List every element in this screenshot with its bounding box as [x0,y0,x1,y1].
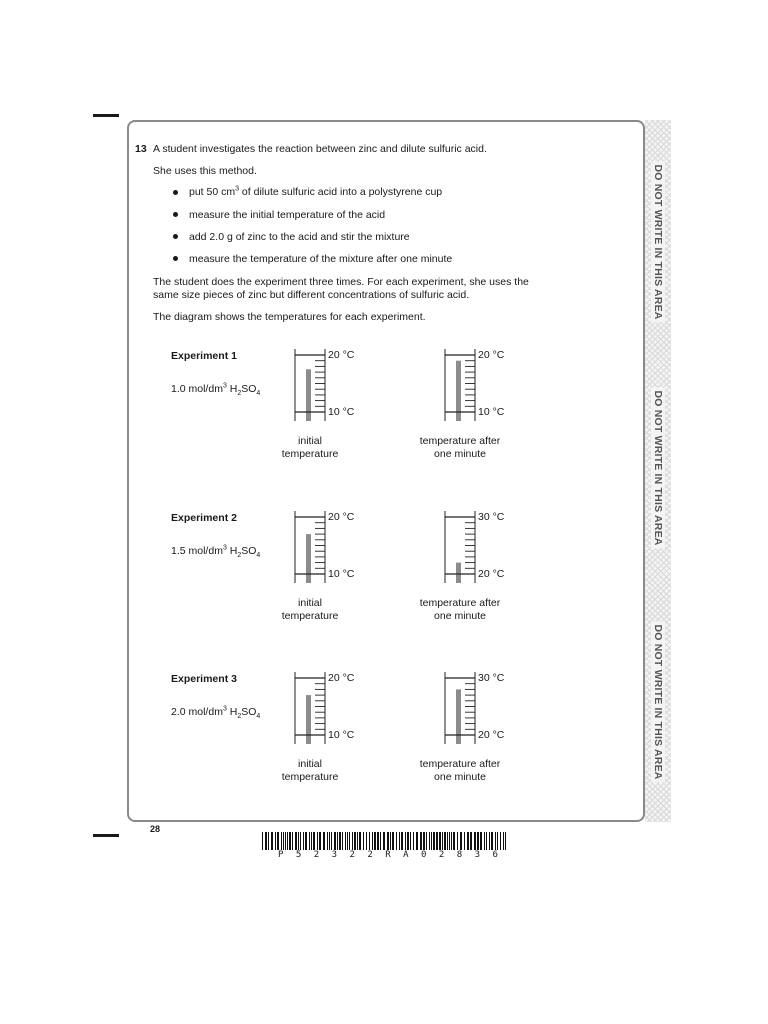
caption-after: temperature after one minute [419,597,501,622]
thermometer-scale [294,349,328,421]
barcode-char: 3 [331,850,338,860]
bullet-icon [173,234,178,239]
barcode-char: 2 [367,850,373,860]
barcode-char: 2 [438,850,445,860]
barcode-char: 5 [295,850,302,860]
thermometer-scale [444,511,478,583]
thermometer-scale [444,349,478,421]
barcode-char: 2 [349,850,355,860]
thermometer-after [444,511,524,591]
experiment-title: Experiment 2 [171,512,237,524]
thermometer-after [444,672,524,752]
mercury-column [306,695,311,744]
paragraph-line-1: The student does the experiment three times. For each experiment, she uses the [153,276,529,288]
mercury-column [456,689,461,744]
barcode-char: R [385,850,391,860]
paragraph-diagram: The diagram shows the temperatures for each experiment. [153,311,426,323]
caption-initial: initial temperature [281,758,339,783]
margin-warning-1: DO NOT WRITE IN THIS AREA [651,161,665,322]
thermometer-after [444,349,524,429]
method-intro: She uses this method. [153,165,257,177]
experiment-title: Experiment 3 [171,673,237,685]
bullet-icon [173,190,178,195]
mercury-column [456,563,461,583]
thermometer-initial [294,511,374,591]
caption-after: temperature after one minute [419,758,501,783]
scale-label-bottom: 20 °C [478,729,505,741]
scale-label-bottom: 10 °C [478,406,505,418]
thermometer-initial [294,349,374,429]
registration-mark-top [93,114,119,117]
barcode-char: 3 [474,850,481,860]
acid-concentration: 2.0 mol/$dm^3$ $H_2SO_4$ [171,705,261,721]
margin-warning-3: DO NOT WRITE IN THIS AREA [651,621,665,782]
barcode-char: P [278,850,284,860]
paragraph-line-2: same size pieces of zinc but different concentrations of sulfuric acid. [153,289,470,301]
caption-initial: initial temperature [281,435,339,460]
bullet-icon [173,212,178,217]
experiment-title: Experiment 1 [171,350,237,362]
margin-warning-2: DO NOT WRITE IN THIS AREA [651,387,665,548]
acid-concentration: 1.0 mol/$dm^3$ $H_2SO_4$ [171,382,261,398]
method-step-2: measure the initial temperature of the acid [189,209,386,221]
thermometer-scale [294,511,328,583]
barcode-char: A [403,850,409,860]
barcode-char: 2 [313,850,320,860]
method-step-3: add 2.0 g of zinc to the acid and stir the mixture [189,231,410,243]
scale-label-bottom: 20 °C [478,568,505,580]
scale-label-top: 20 °C [328,672,355,684]
scale-label-bottom: 10 °C [328,568,355,580]
caption-initial: initial temperature [281,597,339,622]
scale-label-bottom: 10 °C [328,406,355,418]
method-step-4: measure the temperature of the mixture after one minute [189,253,453,265]
method-step-1: put 50 $cm^3$ of dilute sulfuric acid into a polystyrene cup [189,185,443,198]
question-number: 13 [135,143,147,155]
scale-label-top: 30 °C [478,511,505,523]
barcode [262,832,508,850]
scale-label-top: 30 °C [478,672,505,684]
bullet-icon [173,256,178,261]
page-number: 28 [150,824,161,834]
margin-strip [645,120,671,822]
acid-concentration: 1.5 mol/$dm^3$ $H_2SO_4$ [171,544,261,560]
question-intro: A student investigates the reaction between zinc and dilute sulfuric acid. [153,143,487,155]
thermometer-scale [294,672,328,744]
caption-after: temperature after one minute [419,435,501,460]
scale-label-top: 20 °C [328,349,355,361]
thermometer-initial [294,672,374,752]
barcode-char: 6 [492,850,498,860]
barcode-text [278,850,498,860]
barcode-char: 0 [421,850,427,860]
scale-label-top: 20 °C [328,511,355,523]
mercury-column [306,369,311,421]
registration-mark-bottom [93,834,119,837]
barcode-char: 8 [456,850,463,860]
scale-label-top: 20 °C [478,349,505,361]
thermometer-scale [444,672,478,744]
mercury-column [306,534,311,583]
scale-label-bottom: 10 °C [328,729,355,741]
